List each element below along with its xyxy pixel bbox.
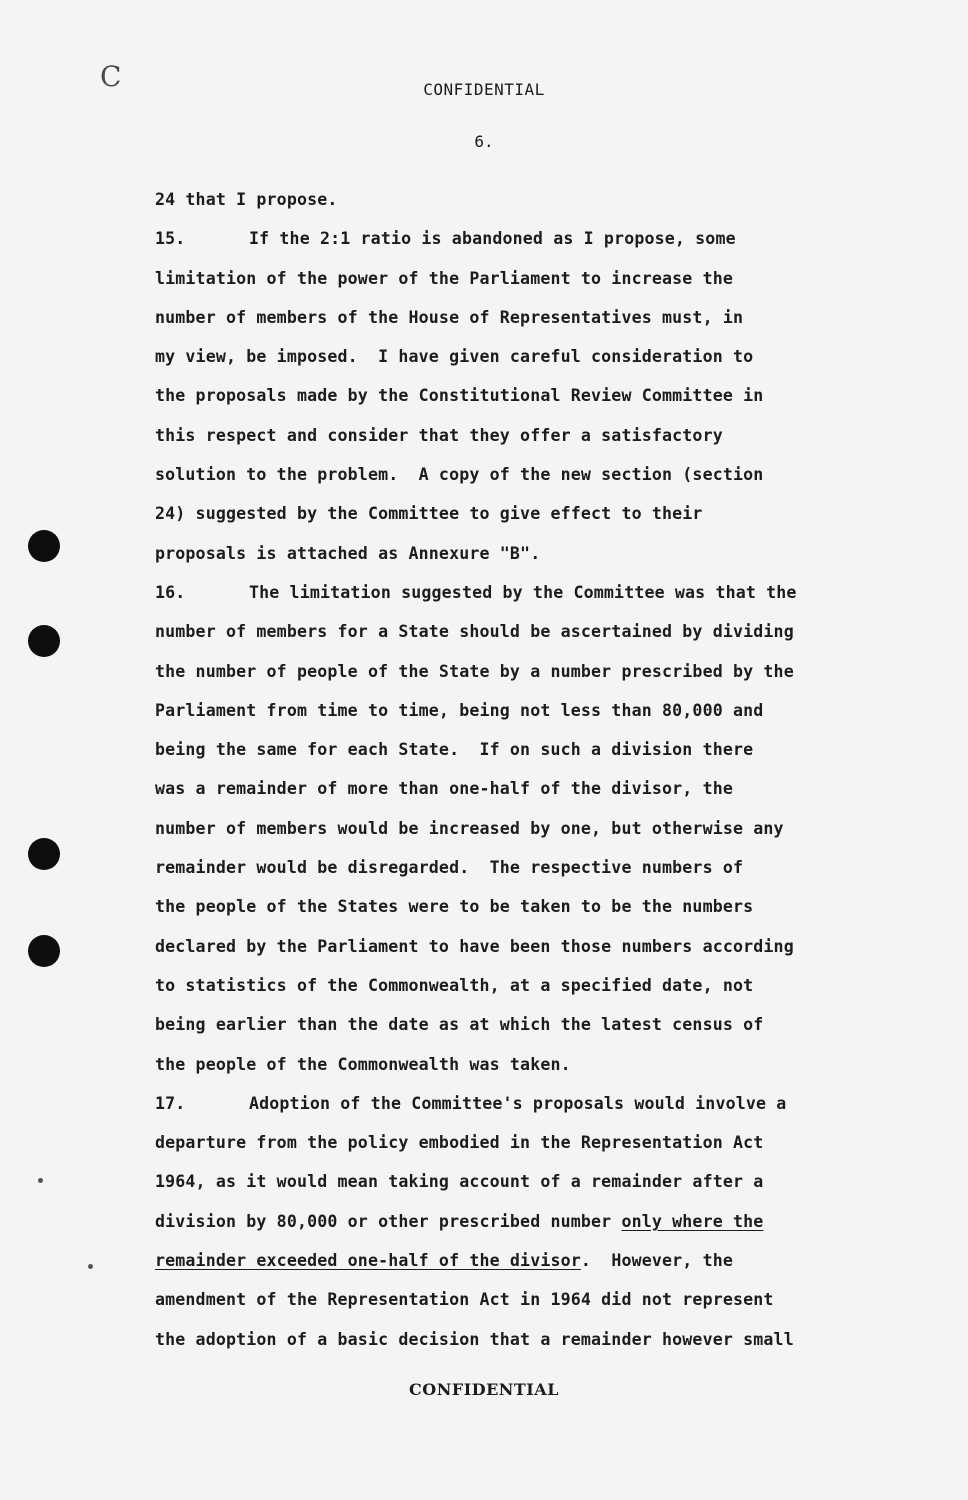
punch-hole-4 xyxy=(28,935,60,967)
paragraph-number: 17. xyxy=(155,1093,186,1113)
intro-line: 24 that I propose. xyxy=(155,190,338,209)
paragraph-17-line: 17. Adoption of the Committee's proposals would involve a xyxy=(155,1090,915,1129)
paragraph-15-line: the proposals made by the Constitutional Review Committee in xyxy=(155,386,764,406)
paragraph-16-line: number of members for a State should be ascertained by dividing xyxy=(155,622,794,642)
punch-hole-3 xyxy=(28,838,60,870)
paragraph-16-line: declared by the Parliament to have been those numbers according xyxy=(155,936,794,956)
paragraph-17-line: remainder exceeded one-half of the divisor. However, the xyxy=(155,1251,734,1271)
paragraph-number: 16. xyxy=(155,582,186,602)
paragraph-16-line: the people of the States were to be taken to be the numbers xyxy=(155,897,754,917)
paragraph-15-line: 15. If the 2:1 ratio is abandoned as I propose, some xyxy=(155,225,915,264)
paragraph-17-line: the adoption of a basic decision that a remainder however small xyxy=(155,1329,794,1349)
paragraph-15-line: number of members of the House of Representatives must, in xyxy=(155,307,744,327)
paragraph-15-line: limitation of the power of the Parliament to increase the xyxy=(155,268,733,288)
punch-hole-1 xyxy=(28,530,60,562)
footer-classification: CONFIDENTIAL xyxy=(409,1380,559,1399)
paragraph-16-line: was a remainder of more than one-half of the divisor, the xyxy=(155,779,733,799)
paragraph-16-line: the number of people of the State by a number prescribed by the xyxy=(155,661,794,681)
body-text xyxy=(155,186,915,1365)
speck xyxy=(88,1264,93,1269)
paragraph-16-line: to statistics of the Commonwealth, at a specified date, not xyxy=(155,975,754,995)
paragraph-16-line: being earlier than the date as at which the latest census of xyxy=(155,1015,764,1035)
paragraph-17-line: division by 80,000 or other prescribed number only where the xyxy=(155,1211,764,1231)
page-number: 6. xyxy=(474,132,494,151)
paragraph-15-line: this respect and consider that they offer a satisfactory xyxy=(155,425,723,445)
paragraph-number: 15. xyxy=(155,229,186,249)
corner-mark: C xyxy=(100,60,122,93)
paragraph-16-line: the people of the Commonwealth was taken. xyxy=(155,1054,571,1074)
paragraph-17-line: 1964, as it would mean taking account of a remainder after a xyxy=(155,1172,764,1192)
speck xyxy=(38,1178,43,1183)
paragraph-16-line: being the same for each State. If on such a division there xyxy=(155,740,754,760)
paragraph-17-line: amendment of the Representation Act in 1964 did not represent xyxy=(155,1290,774,1310)
paragraph-15-line: proposals is attached as Annexure "B". xyxy=(155,543,541,563)
underlined-phrase: only where the xyxy=(621,1211,764,1231)
paragraph-16-line: Parliament from time to time, being not less than 80,000 and xyxy=(155,700,764,720)
paragraph-15-line: my view, be imposed. I have given careful consideration to xyxy=(155,347,754,367)
paragraph-17-line: departure from the policy embodied in the Representation Act xyxy=(155,1133,764,1153)
header-classification: CONFIDENTIAL xyxy=(423,80,545,99)
paragraph-16-line: remainder would be disregarded. The respective numbers of xyxy=(155,858,744,878)
punch-hole-2 xyxy=(28,625,60,657)
paragraph-16-line: number of members would be increased by one, but otherwise any xyxy=(155,818,784,838)
paragraph-16-line: 16. The limitation suggested by the Committee was that the xyxy=(155,579,915,618)
underlined-phrase: remainder exceeded one-half of the divisor xyxy=(155,1251,581,1271)
paragraph-15-line: 24) suggested by the Committee to give effect to their xyxy=(155,504,703,524)
paragraph-15-line: solution to the problem. A copy of the new section (section xyxy=(155,465,764,485)
